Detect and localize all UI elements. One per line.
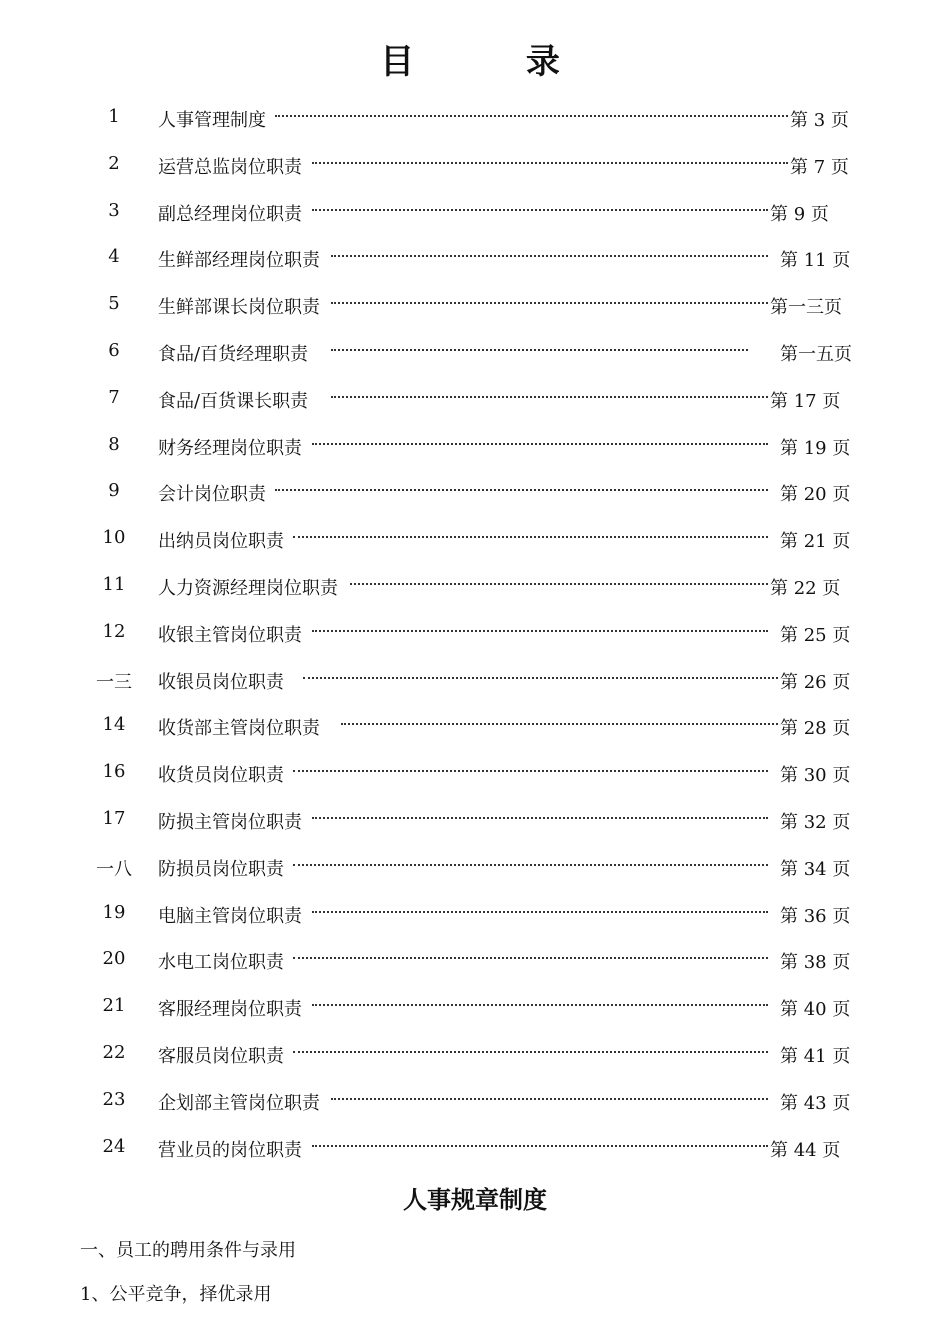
toc-item-title: 财务经理岗位职责 xyxy=(158,434,304,460)
toc-row[interactable] xyxy=(0,611,950,658)
toc-dot-leader xyxy=(293,1051,768,1053)
toc-item-page: 第 9 页 xyxy=(770,203,829,225)
toc-dot-leader xyxy=(331,255,768,257)
toc-item-title: 出纳员岗位职责 xyxy=(158,527,286,553)
toc-item-page: 第 21 页 xyxy=(780,531,851,553)
toc-item-title: 会计岗位职责 xyxy=(158,480,268,506)
toc-dot-leader xyxy=(312,817,768,819)
toc-dot-leader xyxy=(331,1098,768,1100)
toc-item-title: 客服经理岗位职责 xyxy=(158,995,304,1021)
toc-item-number: 9 xyxy=(108,480,120,502)
toc-item-number: 21 xyxy=(102,995,126,1017)
toc-dot-leader xyxy=(312,209,768,211)
toc-row[interactable] xyxy=(0,658,950,705)
toc-item-title: 人事管理制度 xyxy=(158,106,268,132)
toc-item-page: 第 19 页 xyxy=(780,437,851,459)
toc-row[interactable] xyxy=(0,1032,950,1079)
toc-item-page: 第 3 页 xyxy=(790,110,849,131)
toc-item-title: 电脑主管岗位职责 xyxy=(158,902,304,928)
toc-item-number: 11 xyxy=(102,573,126,595)
toc-item-page: 第 20 页 xyxy=(780,484,851,506)
toc-item-number: 5 xyxy=(108,293,120,315)
toc-dot-leader xyxy=(312,1004,768,1006)
toc-item-title: 水电工岗位职责 xyxy=(158,948,286,974)
toc-dot-leader xyxy=(312,1145,768,1147)
toc-dot-leader xyxy=(331,396,768,398)
toc-item-number: 12 xyxy=(102,620,126,642)
toc-dot-leader xyxy=(350,583,768,585)
toc-item-title: 食品/百货经理职责 xyxy=(158,340,310,366)
toc-item-page: 第 44 页 xyxy=(770,1139,841,1161)
toc-item-page: 第 11 页 xyxy=(780,250,851,272)
toc-dot-leader xyxy=(312,911,768,913)
toc-item-title: 生鲜部经理岗位职责 xyxy=(158,246,322,272)
toc-item-title: 收银主管岗位职责 xyxy=(158,621,304,647)
toc-item-number: 3 xyxy=(108,199,120,221)
toc-item-title: 副总经理岗位职责 xyxy=(158,200,304,226)
toc-item-number: 23 xyxy=(102,1088,126,1110)
toc-item-title: 防损员岗位职责 xyxy=(158,855,286,881)
toc-item-page: 第 26 页 xyxy=(780,671,851,693)
toc-row[interactable] xyxy=(0,938,950,985)
subheading: 一、员工的聘用条件与录用 xyxy=(80,1240,296,1261)
toc-item-number: 10 xyxy=(102,527,126,549)
toc-item-number: 一三 xyxy=(96,671,132,693)
toc-item-title: 营业员的岗位职责 xyxy=(158,1136,304,1162)
toc-row[interactable] xyxy=(0,704,950,751)
toc-dot-leader xyxy=(293,864,768,866)
toc-dot-leader xyxy=(293,770,768,772)
toc-item-page: 第 30 页 xyxy=(780,765,851,787)
toc-item-page: 第 32 页 xyxy=(780,811,851,833)
toc-row[interactable] xyxy=(0,892,950,939)
toc-item-page: 第一三页 xyxy=(770,297,842,319)
toc-item-title: 运营总监岗位职责 xyxy=(158,153,304,179)
toc-item-number: 8 xyxy=(108,433,120,455)
toc-dot-leader xyxy=(275,115,788,117)
toc-row[interactable] xyxy=(0,283,950,330)
toc-row[interactable] xyxy=(0,798,950,845)
toc-item-page: 第 40 页 xyxy=(780,999,851,1021)
toc-dot-leader xyxy=(293,957,768,959)
paragraph: 1、公平竞争，择优录用 xyxy=(80,1284,272,1305)
toc-item-page: 第 28 页 xyxy=(780,718,851,740)
toc-item-number: 7 xyxy=(108,386,120,408)
toc-item-title: 收银员岗位职责 xyxy=(158,668,286,694)
toc-dot-leader xyxy=(293,536,768,538)
toc-item-title: 收货员岗位职责 xyxy=(158,761,286,787)
toc-item-number: 一八 xyxy=(96,858,132,880)
toc-item-number: 1 xyxy=(108,106,120,127)
toc-item-title: 人力资源经理岗位职责 xyxy=(158,574,340,600)
toc-row[interactable] xyxy=(0,236,950,283)
toc-item-page: 第 34 页 xyxy=(780,858,851,880)
toc-item-page: 第 7 页 xyxy=(790,156,849,178)
toc-item-page: 第 17 页 xyxy=(770,390,841,412)
toc-row[interactable] xyxy=(0,143,950,190)
toc-item-page: 第一五页 xyxy=(780,343,852,365)
table-of-contents xyxy=(0,96,950,1172)
toc-dot-leader xyxy=(303,677,778,679)
toc-row[interactable] xyxy=(0,564,950,611)
toc-row[interactable] xyxy=(0,470,950,517)
toc-row[interactable] xyxy=(0,751,950,798)
toc-item-title: 客服员岗位职责 xyxy=(158,1042,286,1068)
toc-item-number: 14 xyxy=(102,714,126,736)
toc-dot-leader xyxy=(341,723,778,725)
toc-item-title: 防损主管岗位职责 xyxy=(158,808,304,834)
toc-row[interactable] xyxy=(0,330,950,377)
toc-item-page: 第 36 页 xyxy=(780,905,851,927)
toc-row[interactable] xyxy=(0,190,950,237)
toc-item-page: 第 43 页 xyxy=(780,1092,851,1114)
toc-row[interactable] xyxy=(0,424,950,471)
toc-item-title: 收货部主管岗位职责 xyxy=(158,714,322,740)
toc-item-number: 22 xyxy=(102,1041,126,1063)
toc-item-page: 第 38 页 xyxy=(780,952,851,974)
toc-item-title: 企划部主管岗位职责 xyxy=(158,1089,322,1115)
toc-item-number: 24 xyxy=(102,1135,126,1157)
section-title: 人事规章制度 xyxy=(403,1185,547,1214)
toc-item-title: 食品/百货课长职责 xyxy=(158,387,310,413)
toc-dot-leader xyxy=(331,302,768,304)
toc-row[interactable] xyxy=(0,1126,950,1173)
toc-item-page: 第 41 页 xyxy=(780,1045,851,1067)
toc-dot-leader xyxy=(312,162,788,164)
toc-item-number: 2 xyxy=(108,152,120,174)
toc-row[interactable] xyxy=(0,377,950,424)
toc-item-number: 17 xyxy=(102,807,126,829)
toc-item-number: 16 xyxy=(102,761,126,783)
toc-item-title: 生鲜部课长岗位职责 xyxy=(158,293,322,319)
toc-dot-leader xyxy=(275,489,768,491)
toc-dot-leader xyxy=(312,443,768,445)
toc-dot-leader xyxy=(331,349,748,351)
toc-row[interactable] xyxy=(0,96,950,143)
toc-row[interactable] xyxy=(0,845,950,892)
toc-dot-leader xyxy=(312,630,768,632)
toc-item-number: 4 xyxy=(108,246,120,268)
toc-row[interactable] xyxy=(0,517,950,564)
toc-row[interactable] xyxy=(0,1079,950,1126)
toc-item-page: 第 22 页 xyxy=(770,577,841,599)
toc-item-number: 6 xyxy=(108,339,120,361)
toc-item-number: 19 xyxy=(102,901,126,923)
toc-item-number: 20 xyxy=(102,948,126,970)
toc-item-page: 第 25 页 xyxy=(780,624,851,646)
page-title: 目 录 xyxy=(380,42,610,82)
toc-row[interactable] xyxy=(0,985,950,1032)
